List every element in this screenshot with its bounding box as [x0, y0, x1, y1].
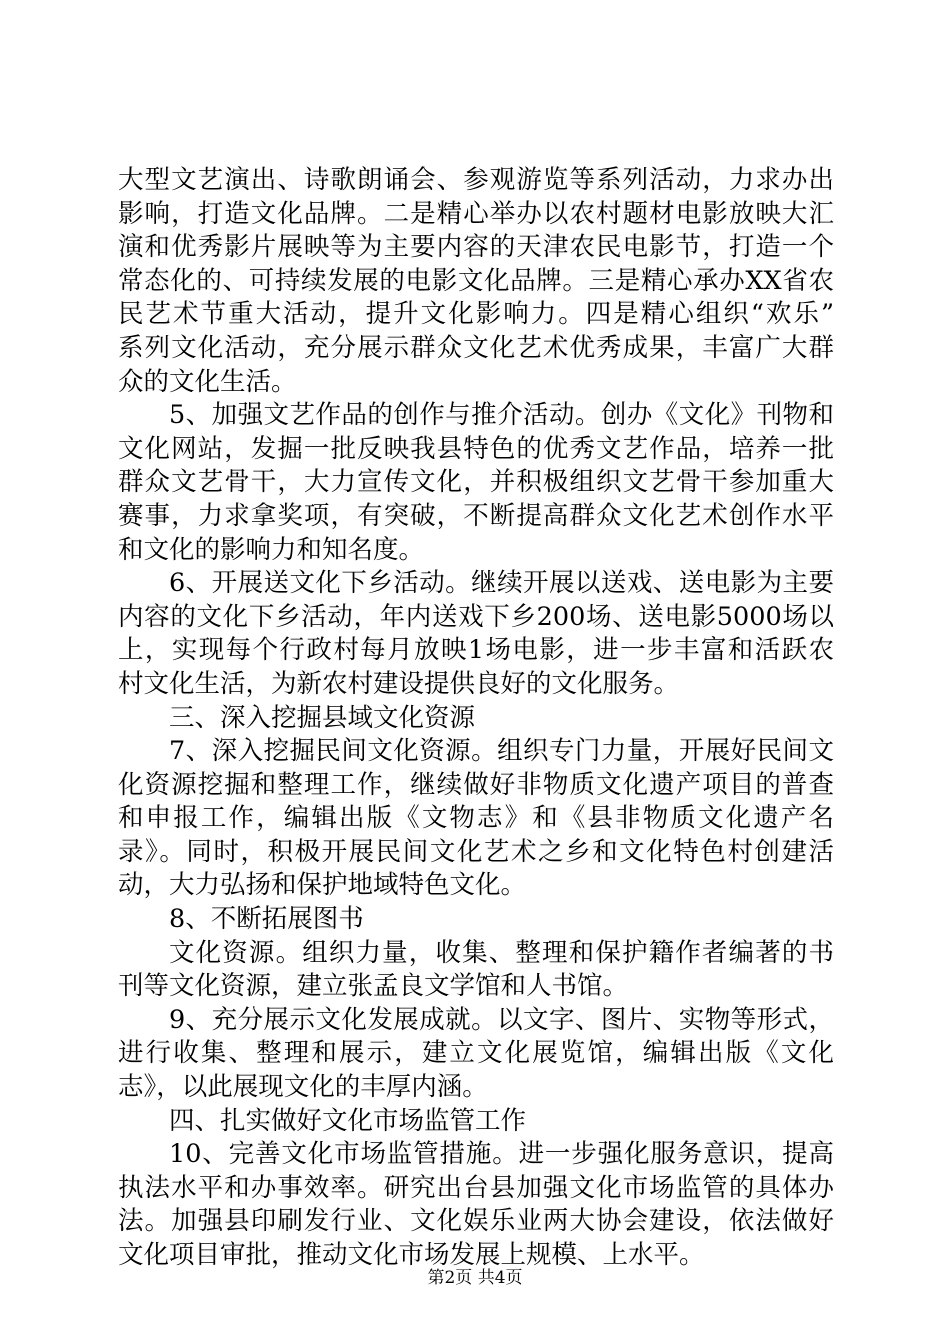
text-line: 6、开展送文化下乡活动。继续开展以送戏、送电影为主要 [169, 568, 834, 599]
paragraph [118, 735, 834, 903]
paragraph [118, 702, 834, 736]
paragraph [118, 164, 834, 399]
text-line: 上，实现每个行政村每月放映1场电影，进一步丰富和活跃农 [118, 635, 834, 666]
paragraph [118, 399, 834, 567]
text-line: 三、深入挖掘县域文化资源 [169, 702, 476, 733]
text-line: 5、加强文艺作品的创作与推介活动。创办《文化》刊物和 [169, 400, 834, 431]
page-number-footer: 第2页 共4页 [427, 1268, 523, 1288]
text-line: 志》，以此展现文化的丰厚内涵。 [118, 1072, 488, 1103]
text-line: 赛事，力求拿奖项，有突破，不断提高群众文化艺术创作水平 [118, 500, 834, 531]
paragraph [118, 1105, 834, 1139]
text-line: 群众文艺骨干，大力宣传文化，并积极组织文艺骨干参加重大 [118, 467, 834, 498]
text-line: 和申报工作，编辑出版《文物志》和《县非物质文化遗产名 [118, 803, 834, 834]
text-line: 村文化生活，为新农村建设提供良好的文化服务。 [118, 668, 680, 699]
text-line: 进行收集、整理和展示，建立文化展览馆，编辑出版《文化 [118, 1038, 834, 1069]
text-line: 9、充分展示文化发展成就。以文字、图片、实物等形式， [169, 1004, 834, 1035]
text-line: 动，大力弘扬和保护地域特色文化。 [118, 870, 527, 901]
paragraph [118, 567, 834, 701]
text-line: 文化网站，发掘一批反映我县特色的优秀文艺作品，培养一批 [118, 433, 834, 464]
text-line: 四、扎实做好文化市场监管工作 [169, 1105, 527, 1136]
paragraph [118, 937, 834, 1004]
text-line: 8、不断拓展图书 [169, 904, 364, 935]
text-line: 常态化的、可持续发展的电影文化品牌。三是精心承办XX省农 [118, 265, 834, 296]
paragraph [118, 1004, 834, 1105]
text-line: 大型文艺演出、诗歌朗诵会、参观游览等系列活动，力求办出 [118, 165, 834, 195]
text-line: 文化资源。组织力量，收集、整理和保护籍作者编著的书 [169, 937, 834, 968]
text-line: 民艺术节重大活动，提升文化影响力。四是精心组织“欢乐” [118, 299, 834, 330]
text-line: 执法水平和办事效率。研究出台县加强文化市场监管的具体办 [118, 1172, 834, 1203]
text-line: 影响，打造文化品牌。二是精心举办以农村题材电影放映大汇 [118, 198, 834, 229]
paragraph [118, 903, 834, 937]
paragraph [118, 1138, 834, 1272]
text-line: 演和优秀影片展映等为主要内容的天津农民电影节，打造一个 [118, 232, 834, 263]
document-body [118, 164, 834, 1273]
text-line: 内容的文化下乡活动，年内送戏下乡200场、送电影5000场以 [118, 601, 834, 632]
text-line: 文化项目审批，推动文化市场发展上规模、上水平。 [118, 1240, 705, 1270]
text-line: 和文化的影响力和知名度。 [118, 534, 425, 565]
text-line: 录》。同时，积极开展民间文化艺术之乡和文化特色村创建活 [118, 836, 834, 867]
text-line: 众的文化生活。 [118, 366, 297, 397]
text-line: 化资源挖掘和整理工作，继续做好非物质文化遗产项目的普查 [118, 769, 834, 800]
text-line: 刊等文化资源，建立张孟良文学馆和人书馆。 [118, 971, 629, 1002]
text-line: 7、深入挖掘民间文化资源。组织专门力量，开展好民间文 [169, 736, 834, 767]
text-line: 系列文化活动，充分展示群众文化艺术优秀成果，丰富广大群 [118, 332, 834, 363]
text-line: 法。加强县印刷发行业、文化娱乐业两大协会建设，依法做好 [118, 1206, 834, 1237]
text-line: 10、完善文化市场监管措施。进一步强化服务意识，提高 [169, 1139, 834, 1170]
